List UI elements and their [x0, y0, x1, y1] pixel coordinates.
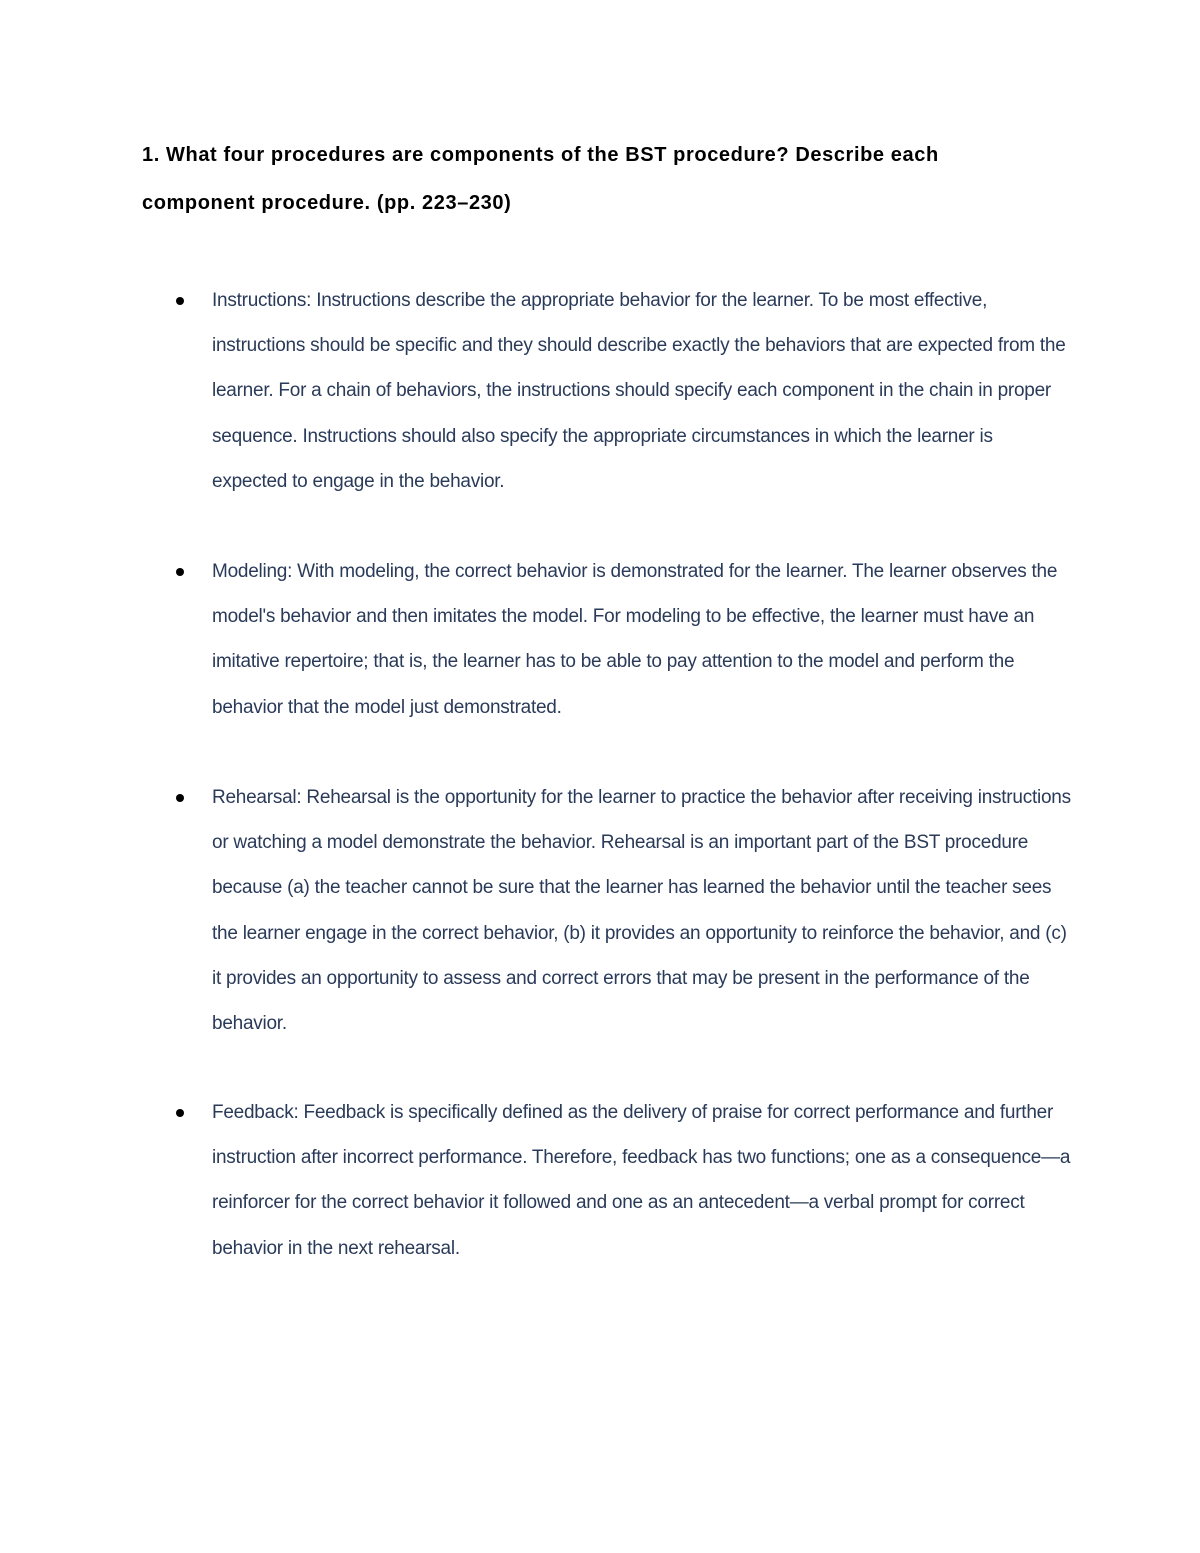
bullet-icon [176, 794, 184, 802]
answer-text: Modeling: With modeling, the correct behavior is demonstrated for the learner. The learner observes the model's behavior and then imitates the model. For modeling to be effective, the learner must have an imitative repertoire; that is, the learner has to be able to pay attention to the model and perform the behavior that the model just demonstrated. [212, 561, 1058, 718]
list-item-modeling [212, 549, 1072, 730]
bullet-icon [176, 1109, 184, 1117]
list-item-rehearsal [212, 775, 1072, 1046]
question-heading: 1. What four procedures are components of the BST procedure? Describe each component procedure. (pp. 223–230) [142, 144, 939, 214]
list-item-instructions [212, 278, 1072, 504]
bullet-icon [176, 568, 184, 576]
bullet-icon [176, 297, 184, 305]
list-item-feedback [212, 1090, 1072, 1271]
answer-text: Instructions: Instructions describe the appropriate behavior for the learner. To be most effective, instructions should be specific and they should describe exactly the behaviors that are expected from the learner. For a chain of behaviors, the instructions should specify each component in the chain in proper sequence. Instructions should also specify the appropriate circumstances in which the learner is expected to engage in the behavior. [212, 290, 1066, 492]
answer-text: Rehearsal: Rehearsal is the opportunity for the learner to practice the behavior after receiving instructions or watching a model demonstrate the behavior. Rehearsal is an important part of the BST procedure because (a) the teacher cannot be sure that the learner has learned the behavior until the teacher sees the learner engage in the correct behavior, (b) it provides an opportunity to reinforce the behavior, and (c) it provides an opportunity to assess and correct errors that may be present in the performance of the behavior. [212, 787, 1071, 1035]
answer-text: Feedback: Feedback is specifically defined as the delivery of praise for correct performance and further instruction after incorrect performance. Therefore, feedback has two functions; one as a consequence—a reinforcer for the correct behavior it followed and one as an antecedent—a verbal prompt for correct behavior in the next rehearsal. [212, 1102, 1071, 1259]
